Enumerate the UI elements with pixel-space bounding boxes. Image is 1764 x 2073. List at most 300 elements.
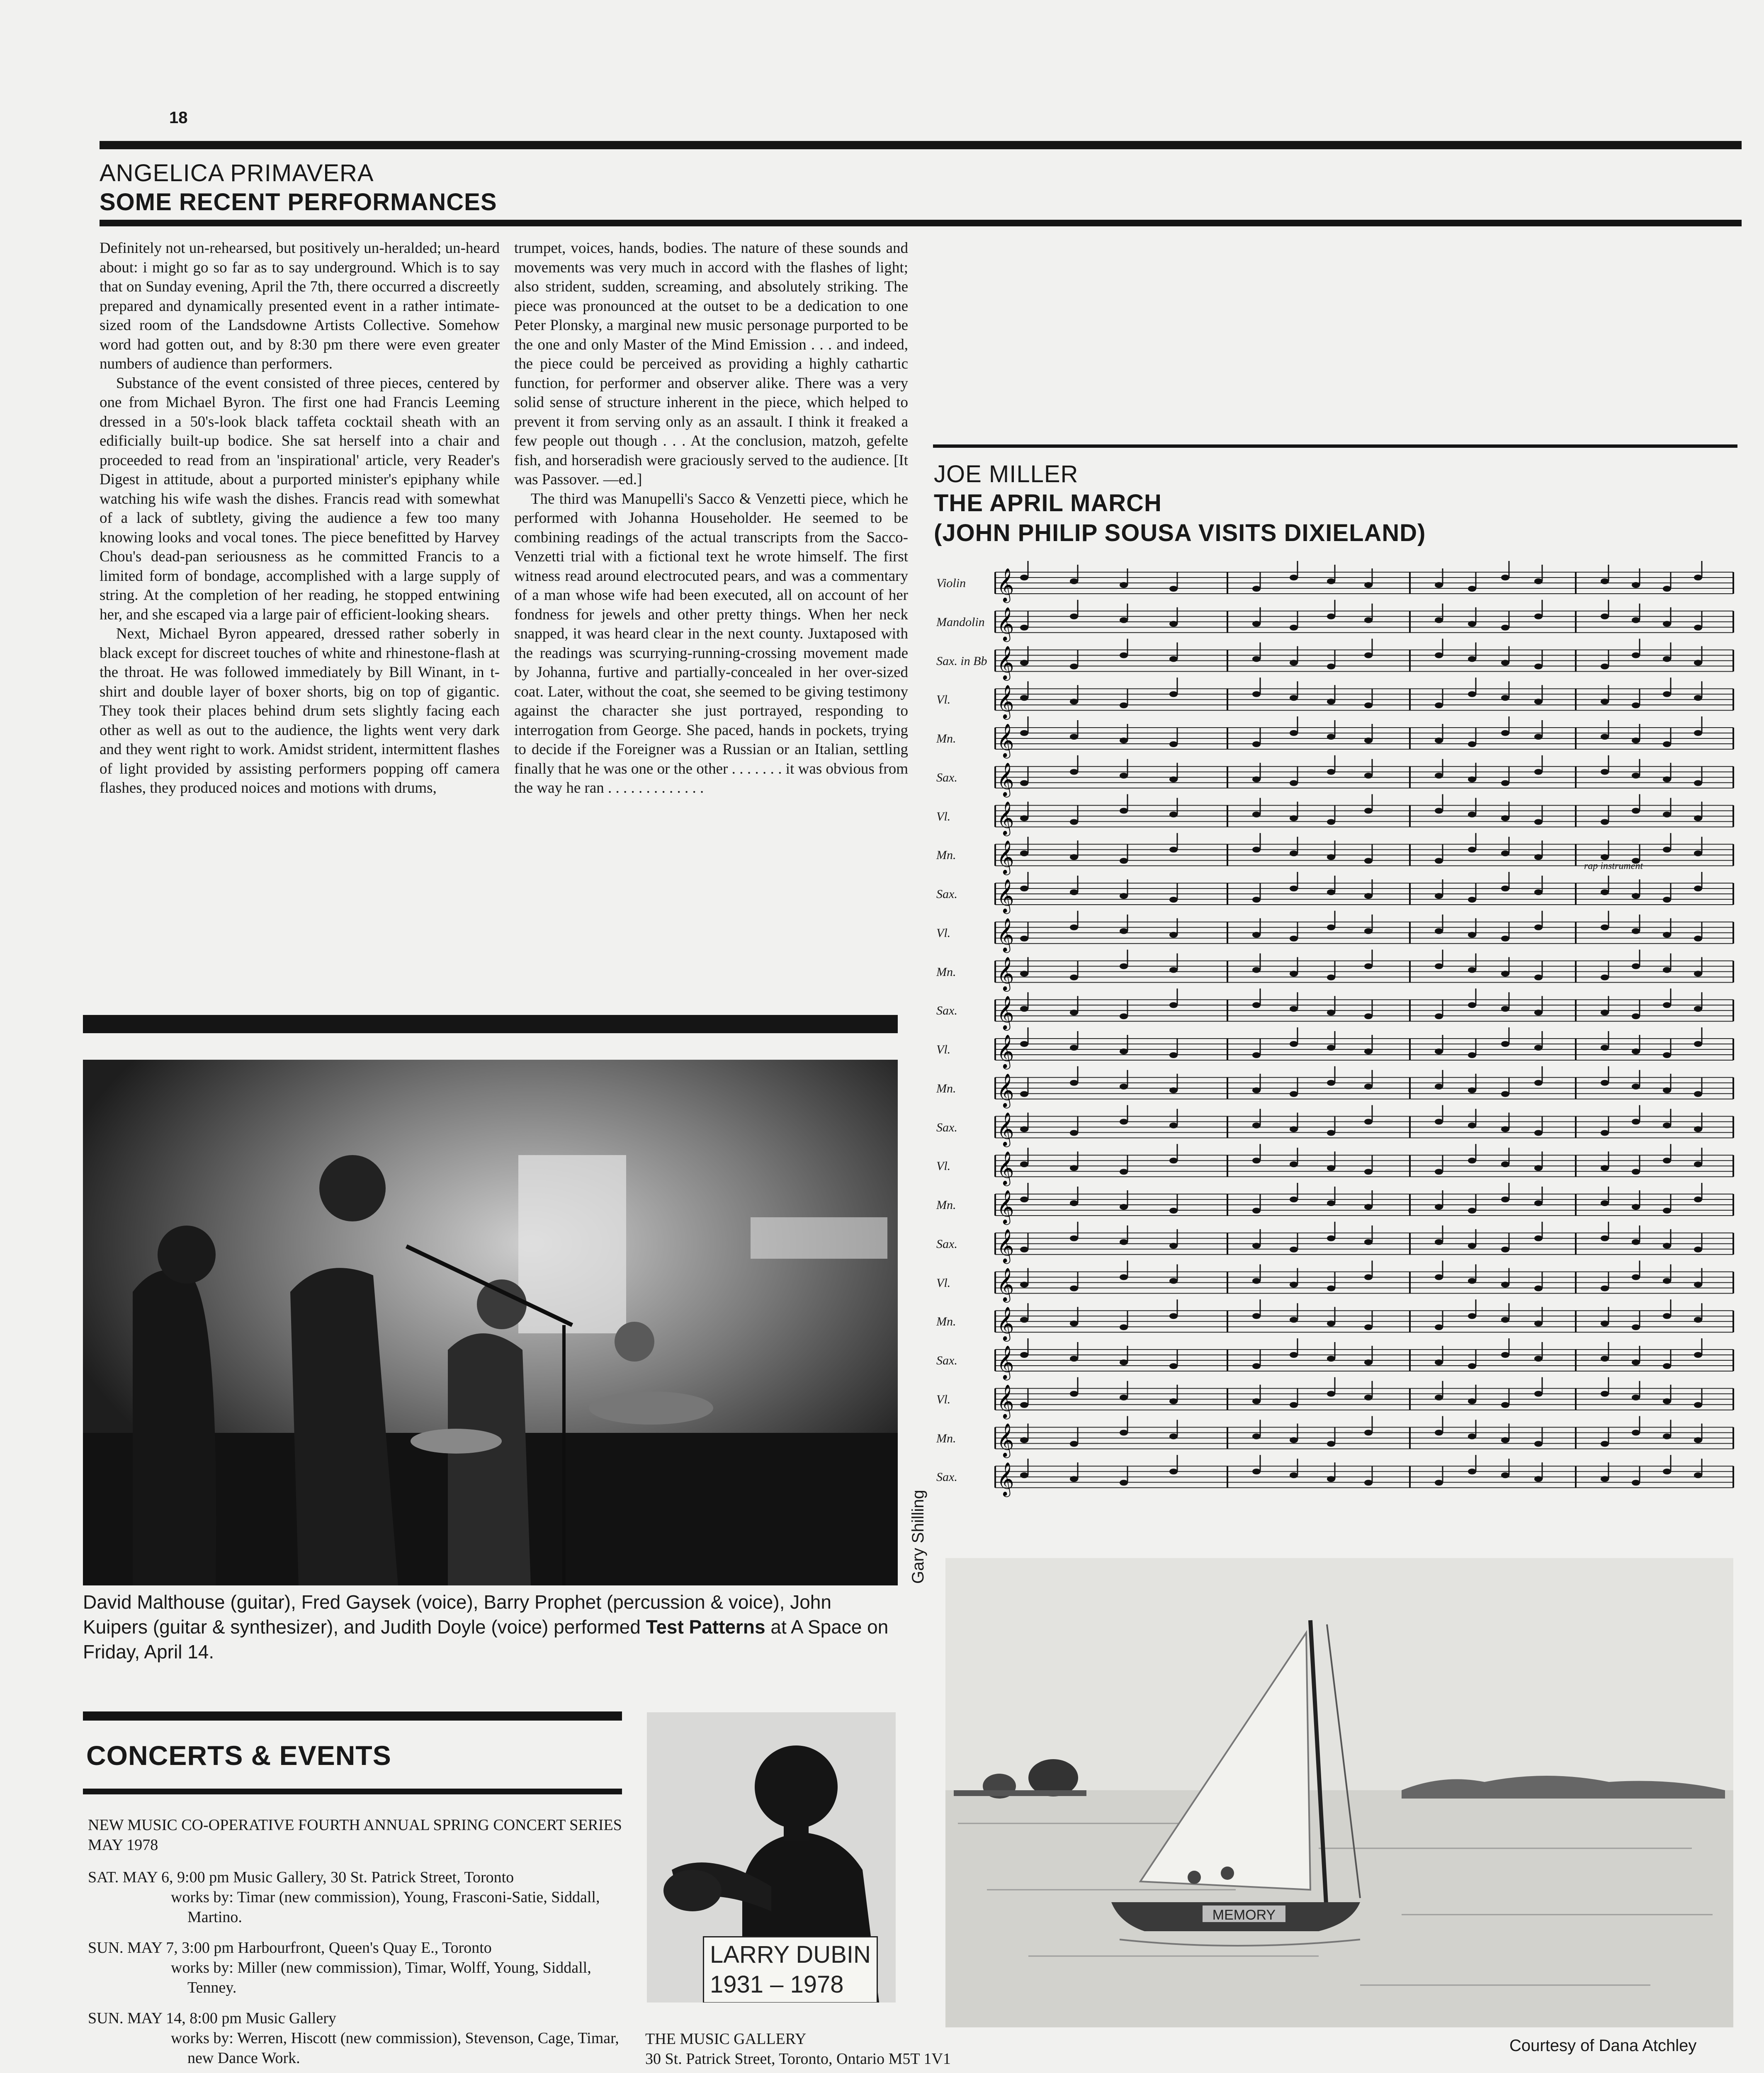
note-head <box>1120 928 1128 934</box>
note-head <box>1501 850 1509 856</box>
note-head <box>1663 1278 1671 1284</box>
treble-clef-icon: 𝄞 <box>997 1112 1014 1146</box>
note-head <box>1327 614 1335 619</box>
article1-underline <box>100 220 1742 226</box>
note-head <box>1663 897 1671 903</box>
event-heading: SAT. MAY 6, 9:00 pm Music Gallery, 30 St. Patrick Street, Toronto <box>88 1869 514 1886</box>
note-head <box>1601 734 1609 740</box>
note-head <box>1364 1274 1373 1280</box>
note-head <box>1694 625 1702 631</box>
note-head <box>1327 1356 1335 1362</box>
note-head <box>1327 699 1335 704</box>
note-head <box>1534 578 1543 584</box>
note-head <box>1252 1363 1261 1369</box>
note-head <box>1120 858 1128 864</box>
note-head <box>1070 819 1078 825</box>
sailboat-illustration <box>945 1558 1733 2027</box>
note-head <box>1663 1208 1671 1214</box>
instrument-label: Vl. <box>936 926 951 940</box>
treble-clef-icon: 𝄞 <box>997 956 1014 990</box>
note-head <box>1435 893 1443 899</box>
note-head <box>1632 964 1640 969</box>
staff <box>995 1066 1733 1108</box>
note-head <box>1632 1430 1640 1436</box>
note-head <box>1632 1169 1640 1175</box>
note-head <box>1020 1402 1028 1408</box>
note-head <box>1290 971 1298 977</box>
note-head <box>1327 925 1335 930</box>
note-head <box>1169 1002 1178 1008</box>
note-head <box>1468 621 1476 627</box>
note-head <box>1290 1472 1298 1478</box>
note-head <box>1070 1356 1078 1362</box>
instrument-label: Mn. <box>936 848 956 862</box>
staff <box>995 911 1733 953</box>
note-head <box>1632 928 1640 934</box>
note-head <box>1468 1087 1476 1093</box>
note-head <box>1435 1359 1443 1365</box>
concerts-left-column <box>88 1815 623 2073</box>
note-head <box>1663 1087 1671 1093</box>
event-entry <box>88 1867 623 1927</box>
article2-subtitle: (JOHN PHILIP SOUSA VISITS DIXIELAND) <box>934 519 1426 546</box>
note-head <box>1501 660 1509 666</box>
note-head <box>1120 1084 1128 1090</box>
note-head <box>1435 1084 1443 1090</box>
note-head <box>1694 1352 1702 1358</box>
note-head <box>1120 1395 1128 1401</box>
note-head <box>1020 816 1028 821</box>
article1-author: ANGELICA PRIMAVERA <box>100 160 374 187</box>
note-head <box>1601 699 1609 704</box>
note-head <box>1070 1200 1078 1206</box>
article2-title: THE APRIL MARCH <box>934 490 1162 517</box>
note-head <box>1632 808 1640 814</box>
note-head <box>1501 1126 1509 1132</box>
note-head <box>1327 1080 1335 1086</box>
note-head <box>1252 1158 1261 1163</box>
note-head <box>1252 1123 1261 1129</box>
note-head <box>1120 617 1128 623</box>
event-heading: SUN. MAY 14, 8:00 pm Music Gallery <box>88 2010 336 2027</box>
note-head <box>1435 1395 1443 1401</box>
treble-clef-icon: 𝄞 <box>997 1073 1014 1107</box>
treble-clef-icon: 𝄞 <box>997 1384 1014 1418</box>
treble-clef-icon: 𝄞 <box>997 801 1014 835</box>
note-head <box>1601 1010 1609 1015</box>
note-head <box>1694 971 1702 977</box>
note-head <box>1694 695 1702 701</box>
note-head <box>1468 1052 1476 1058</box>
note-head <box>1694 575 1702 580</box>
note-head <box>1020 625 1028 631</box>
note-head <box>1070 1476 1078 1482</box>
note-head <box>1364 893 1373 899</box>
note-head <box>1290 936 1298 942</box>
note-head <box>1327 889 1335 895</box>
note-head <box>1020 1282 1028 1288</box>
note-head <box>1290 1352 1298 1358</box>
note-head <box>1252 812 1261 818</box>
instrument-label: Sax. <box>936 887 957 901</box>
note-head <box>1290 1161 1298 1167</box>
article1-paragraph: trumpet, voices, hands, bodies. The nature of these sounds and movements was very much in accord with the flashes of light; also strident, sudden, screaming, and absolutely striking. The piece was pronounced at the outset to be a dedication to one Peter Plonsky, a marginal new music personage purported to be the one and only Master of the Mind Emission . . . and indeed, the piece could be perceived as providing a highly cathartic function, for performer and observer alike. There was a very solid sense of structure inherent in the piece, which helped to prevent it from serving only as an assault. I think it freaked a few people out though . . . At the conclusion, matzoh, gefelte fish, and horseradish were graciously served to the audience. [It was Passover. —ed.] <box>514 240 908 488</box>
note-head <box>1364 808 1373 814</box>
photo-caption-tail: at A Space on Friday, April 14. <box>83 1616 889 1663</box>
note-head <box>1252 1278 1261 1284</box>
note-head <box>1435 928 1443 934</box>
note-head <box>1632 617 1640 623</box>
note-head <box>1290 1317 1298 1323</box>
note-head <box>1070 1130 1078 1136</box>
note-head <box>1663 1469 1671 1474</box>
note-head <box>1364 773 1373 779</box>
instrument-label: Vl. <box>936 1159 951 1173</box>
note-head <box>1601 769 1609 775</box>
note-head <box>1252 1208 1261 1214</box>
concerts-underline <box>83 1789 622 1794</box>
concerts-title: CONCERTS & EVENTS <box>86 1740 391 1771</box>
note-head <box>1120 1480 1128 1486</box>
note-head <box>1534 889 1543 895</box>
note-head <box>1534 614 1543 619</box>
note-head <box>1501 695 1509 701</box>
note-head <box>1435 964 1443 969</box>
note-head <box>1694 660 1702 666</box>
treble-clef-icon: 𝄞 <box>997 1345 1014 1379</box>
note-head <box>1632 1239 1640 1245</box>
instrument-label: Mn. <box>936 965 956 979</box>
staff <box>995 872 1733 914</box>
note-head <box>1364 1324 1373 1330</box>
event-heading: SUN. MAY 7, 3:00 pm Harbourfront, Queen's Quay E., Toronto <box>88 1939 492 1956</box>
note-head <box>1120 1119 1128 1125</box>
note-head <box>1694 1402 1702 1408</box>
note-head <box>1601 664 1609 670</box>
staff <box>995 755 1733 797</box>
staff <box>995 1377 1733 1419</box>
note-head <box>1290 1282 1298 1288</box>
event-details: works by: Werren, Hiscott (new commission), Stevenson, Cage, Timar, new Dance Work. <box>171 2029 619 2067</box>
note-head <box>1501 730 1509 736</box>
note-head <box>1070 699 1078 704</box>
instrument-label: Mn. <box>936 1081 956 1095</box>
treble-clef-icon: 𝄞 <box>997 1151 1014 1185</box>
note-head <box>1070 975 1078 981</box>
instrument-label: Sax. <box>936 1354 957 1367</box>
note-head <box>1120 1430 1128 1436</box>
note-head <box>1070 578 1078 584</box>
note-head <box>1501 575 1509 580</box>
note-head <box>1327 1286 1335 1291</box>
note-head <box>1435 738 1443 743</box>
music-gallery-listings <box>645 2029 1197 2073</box>
staff <box>995 1144 1733 1186</box>
article1-column-2 <box>514 239 908 798</box>
note-head <box>1534 769 1543 775</box>
note-head <box>1290 1197 1298 1202</box>
note-head <box>1694 1126 1702 1132</box>
note-head <box>1020 1472 1028 1478</box>
note-head <box>1020 1006 1028 1012</box>
note-head <box>1601 975 1609 981</box>
note-head <box>1070 1010 1078 1015</box>
note-head <box>1252 967 1261 973</box>
sailboat-drawing <box>945 1558 1733 2027</box>
note-head <box>1020 1197 1028 1202</box>
note-head <box>1663 586 1671 592</box>
event-entry <box>88 1938 623 1998</box>
note-head <box>1070 1321 1078 1326</box>
note-head <box>1501 1091 1509 1097</box>
note-head <box>1663 1434 1671 1439</box>
note-head <box>1534 664 1543 670</box>
note-head <box>1663 967 1671 973</box>
instrument-label: Mn. <box>936 732 956 745</box>
note-head <box>1501 1282 1509 1288</box>
staff <box>995 950 1733 992</box>
note-head <box>1020 575 1028 580</box>
article1-title: SOME RECENT PERFORMANCES <box>100 189 497 216</box>
note-head <box>1020 1437 1028 1443</box>
article1-paragraph: Definitely not un-rehearsed, but positively un-heralded; un-heard about: i might go so far as to say underground. Which is to say that on Sunday evening, April the 7th, there occurred a discreetly prepared and dynamically presented event in a rather intimate-sized room of the Landsdowne Artists Collective. Somehow word had gotten out, and by 8:30 pm there were even greater numbers of audience than performers. <box>100 240 500 372</box>
staff <box>995 988 1733 1030</box>
note-head <box>1020 971 1028 977</box>
note-head <box>1070 614 1078 619</box>
note-head <box>1364 738 1373 743</box>
note-head <box>1501 1317 1509 1323</box>
note-head <box>1468 656 1476 662</box>
note-head <box>1694 730 1702 736</box>
note-head <box>1290 695 1298 701</box>
staff <box>995 1416 1733 1458</box>
note-head <box>1601 1045 1609 1051</box>
note-head <box>1364 1430 1373 1436</box>
note-head <box>1169 1363 1178 1369</box>
note-head <box>1435 1430 1443 1436</box>
note-head <box>1468 1208 1476 1214</box>
memorial-photo <box>647 1712 896 2003</box>
note-head <box>1632 702 1640 708</box>
note-head <box>1120 1324 1128 1330</box>
article1-paragraph: Substance of the event consisted of three pieces, centered by one from Michael Byron. The first one had Francis Leeming dressed in a 50's-look black taffeta cocktail sheath with an edificially built-up bodice. She sat herself into a chair and proceeded to read from an 'inspirational' article, very Reader's Digest in attitude, about a purported minister's epiphany while watching his wife wash the dishes. Francis read with somewhat of a lack of subtlety, giving the audience a few too many knowing looks and vocal tones. The piece benefitted by Harvey Chou's dead-pan seriousness as he committed Francis to a limited form of bondage, accomplished with a large supply of string. At the completion of her reading, he stopped entwining her, and she escaped via a large pair of efficient-looking shears. <box>100 374 500 623</box>
note-head <box>1663 777 1671 782</box>
note-head <box>1290 1091 1298 1097</box>
note-head <box>1534 1010 1543 1015</box>
note-head <box>1632 1480 1640 1486</box>
note-head <box>1501 1161 1509 1167</box>
note-head <box>1534 975 1543 981</box>
note-head <box>1663 1313 1671 1319</box>
instrument-label: Mandolin <box>936 615 985 629</box>
note-head <box>1435 808 1443 814</box>
note-head <box>1534 734 1543 740</box>
note-head <box>1632 1049 1640 1054</box>
note-head <box>1501 816 1509 821</box>
note-head <box>1501 1041 1509 1047</box>
photo-caption-text: David Malthouse (guitar), Fred Gaysek (voice), Barry Prophet (percussion & voice), John Kuipers (guitar & synthesizer), and Judith Doyle (voice) performed <box>83 1591 831 1638</box>
music-gallery-venue <box>645 2029 1197 2069</box>
note-head <box>1534 699 1543 704</box>
note-head <box>1070 1080 1078 1086</box>
note-head <box>1468 847 1476 852</box>
note-head <box>1169 812 1178 818</box>
note-head <box>1070 854 1078 860</box>
note-head <box>1534 1080 1543 1086</box>
note-head <box>1120 1359 1128 1365</box>
note-head <box>1501 1197 1509 1202</box>
note-head <box>1632 1084 1640 1090</box>
note-head <box>1663 1398 1671 1404</box>
note-head <box>1252 1002 1261 1008</box>
note-head <box>1632 1324 1640 1330</box>
instrument-label: Sax. <box>936 1120 957 1134</box>
instrument-label: Mn. <box>936 1198 956 1212</box>
note-head <box>1601 889 1609 895</box>
photo-caption <box>83 1590 900 1664</box>
treble-clef-icon: 𝄞 <box>997 1422 1014 1457</box>
note-head <box>1468 741 1476 747</box>
note-head <box>1601 1200 1609 1206</box>
note-head <box>1694 780 1702 786</box>
note-head <box>1252 1087 1261 1093</box>
note-head <box>1070 1045 1078 1051</box>
note-head <box>1252 847 1261 852</box>
note-head <box>1290 575 1298 580</box>
note-head <box>1169 1434 1178 1439</box>
note-head <box>1020 1161 1028 1167</box>
note-head <box>1327 819 1335 825</box>
note-head <box>1694 1091 1702 1097</box>
treble-clef-icon: 𝄞 <box>997 917 1014 952</box>
treble-clef-icon: 𝄞 <box>997 568 1014 602</box>
venue-name: THE MUSIC GALLERY <box>645 2030 807 2048</box>
note-head <box>1070 889 1078 895</box>
note-head <box>1070 1236 1078 1241</box>
top-rule <box>100 141 1742 149</box>
instrument-label: Mn. <box>936 1315 956 1329</box>
note-head <box>1327 578 1335 584</box>
note-head <box>1364 928 1373 934</box>
note-head <box>1364 858 1373 864</box>
note-head <box>1468 1313 1476 1319</box>
note-head <box>1290 1437 1298 1443</box>
note-head <box>1534 1286 1543 1291</box>
instrument-label: Vl. <box>936 809 951 823</box>
note-head <box>1534 1236 1543 1241</box>
treble-clef-icon: 𝄞 <box>997 1267 1014 1301</box>
note-head <box>1435 1049 1443 1054</box>
note-head <box>1169 1087 1178 1093</box>
note-head <box>1169 586 1178 592</box>
treble-clef-icon: 𝄞 <box>997 762 1014 796</box>
note-head <box>1468 932 1476 938</box>
note-head <box>1070 1441 1078 1447</box>
note-head <box>1501 1402 1509 1408</box>
staff <box>995 1261 1733 1303</box>
venue-address: 30 St. Patrick Street, Toronto, Ontario M5T 1V1 <box>645 2050 951 2068</box>
note-head <box>1020 660 1028 666</box>
note-head <box>1468 812 1476 818</box>
note-head <box>1252 691 1261 697</box>
note-head <box>1120 653 1128 658</box>
note-head <box>1290 850 1298 856</box>
note-head <box>1169 691 1178 697</box>
note-head <box>1252 777 1261 782</box>
staff <box>995 1027 1733 1069</box>
instrument-label: Vl. <box>936 1043 951 1056</box>
note-head <box>1169 1243 1178 1249</box>
note-head <box>1601 578 1609 584</box>
score-staves <box>933 560 1746 1526</box>
note-head <box>1435 1169 1443 1175</box>
note-head <box>1663 1002 1671 1008</box>
note-head <box>1435 773 1443 779</box>
note-head <box>1070 1165 1078 1171</box>
event-entry <box>88 2008 623 2068</box>
note-head <box>1694 1472 1702 1478</box>
note-head <box>1663 1363 1671 1369</box>
note-head <box>1534 1165 1543 1171</box>
note-head <box>1169 1123 1178 1129</box>
note-head <box>1468 1158 1476 1163</box>
treble-clef-icon: 𝄞 <box>997 645 1014 680</box>
note-head <box>1364 1084 1373 1090</box>
note-head <box>1252 656 1261 662</box>
note-head <box>1120 738 1128 743</box>
note-head <box>1169 967 1178 973</box>
note-head <box>1169 1052 1178 1058</box>
note-head <box>1632 1274 1640 1280</box>
note-head <box>1468 1469 1476 1474</box>
score-annotation: rap instrument <box>1584 861 1643 872</box>
note-head <box>1501 625 1509 631</box>
note-head <box>1290 1126 1298 1132</box>
note-head <box>1020 1126 1028 1132</box>
note-head <box>1020 936 1028 942</box>
note-head <box>1632 1204 1640 1210</box>
note-head <box>1632 1013 1640 1019</box>
treble-clef-icon: 𝄞 <box>997 879 1014 913</box>
note-head <box>1632 582 1640 588</box>
article2-author: JOE MILLER <box>934 461 1079 488</box>
note-head <box>1252 1469 1261 1474</box>
note-head <box>1169 656 1178 662</box>
instrument-label: Mn. <box>936 1431 956 1445</box>
treble-clef-icon: 𝄞 <box>997 684 1014 719</box>
note-head <box>1120 582 1128 588</box>
note-head <box>1169 621 1178 627</box>
note-head <box>1468 586 1476 592</box>
note-head <box>1468 1398 1476 1404</box>
note-head <box>1632 1395 1640 1401</box>
page-number: 18 <box>169 109 188 127</box>
note-head <box>1534 1391 1543 1397</box>
note-head <box>1020 1352 1028 1358</box>
instrument-label: Violin <box>936 576 966 590</box>
series-title: NEW MUSIC CO-OPERATIVE FOURTH ANNUAL SPRING CONCERT SERIES MAY 1978 <box>88 1816 622 1854</box>
treble-clef-icon: 𝄞 <box>997 1228 1014 1262</box>
treble-clef-icon: 𝄞 <box>997 1461 1014 1496</box>
note-head <box>1020 1091 1028 1097</box>
note-head <box>1364 1119 1373 1125</box>
note-head <box>1435 1274 1443 1280</box>
note-head <box>1435 582 1443 588</box>
series-entries <box>88 1867 623 2073</box>
note-head <box>1534 1476 1543 1482</box>
note-head <box>1632 773 1640 779</box>
note-head <box>1290 816 1298 821</box>
